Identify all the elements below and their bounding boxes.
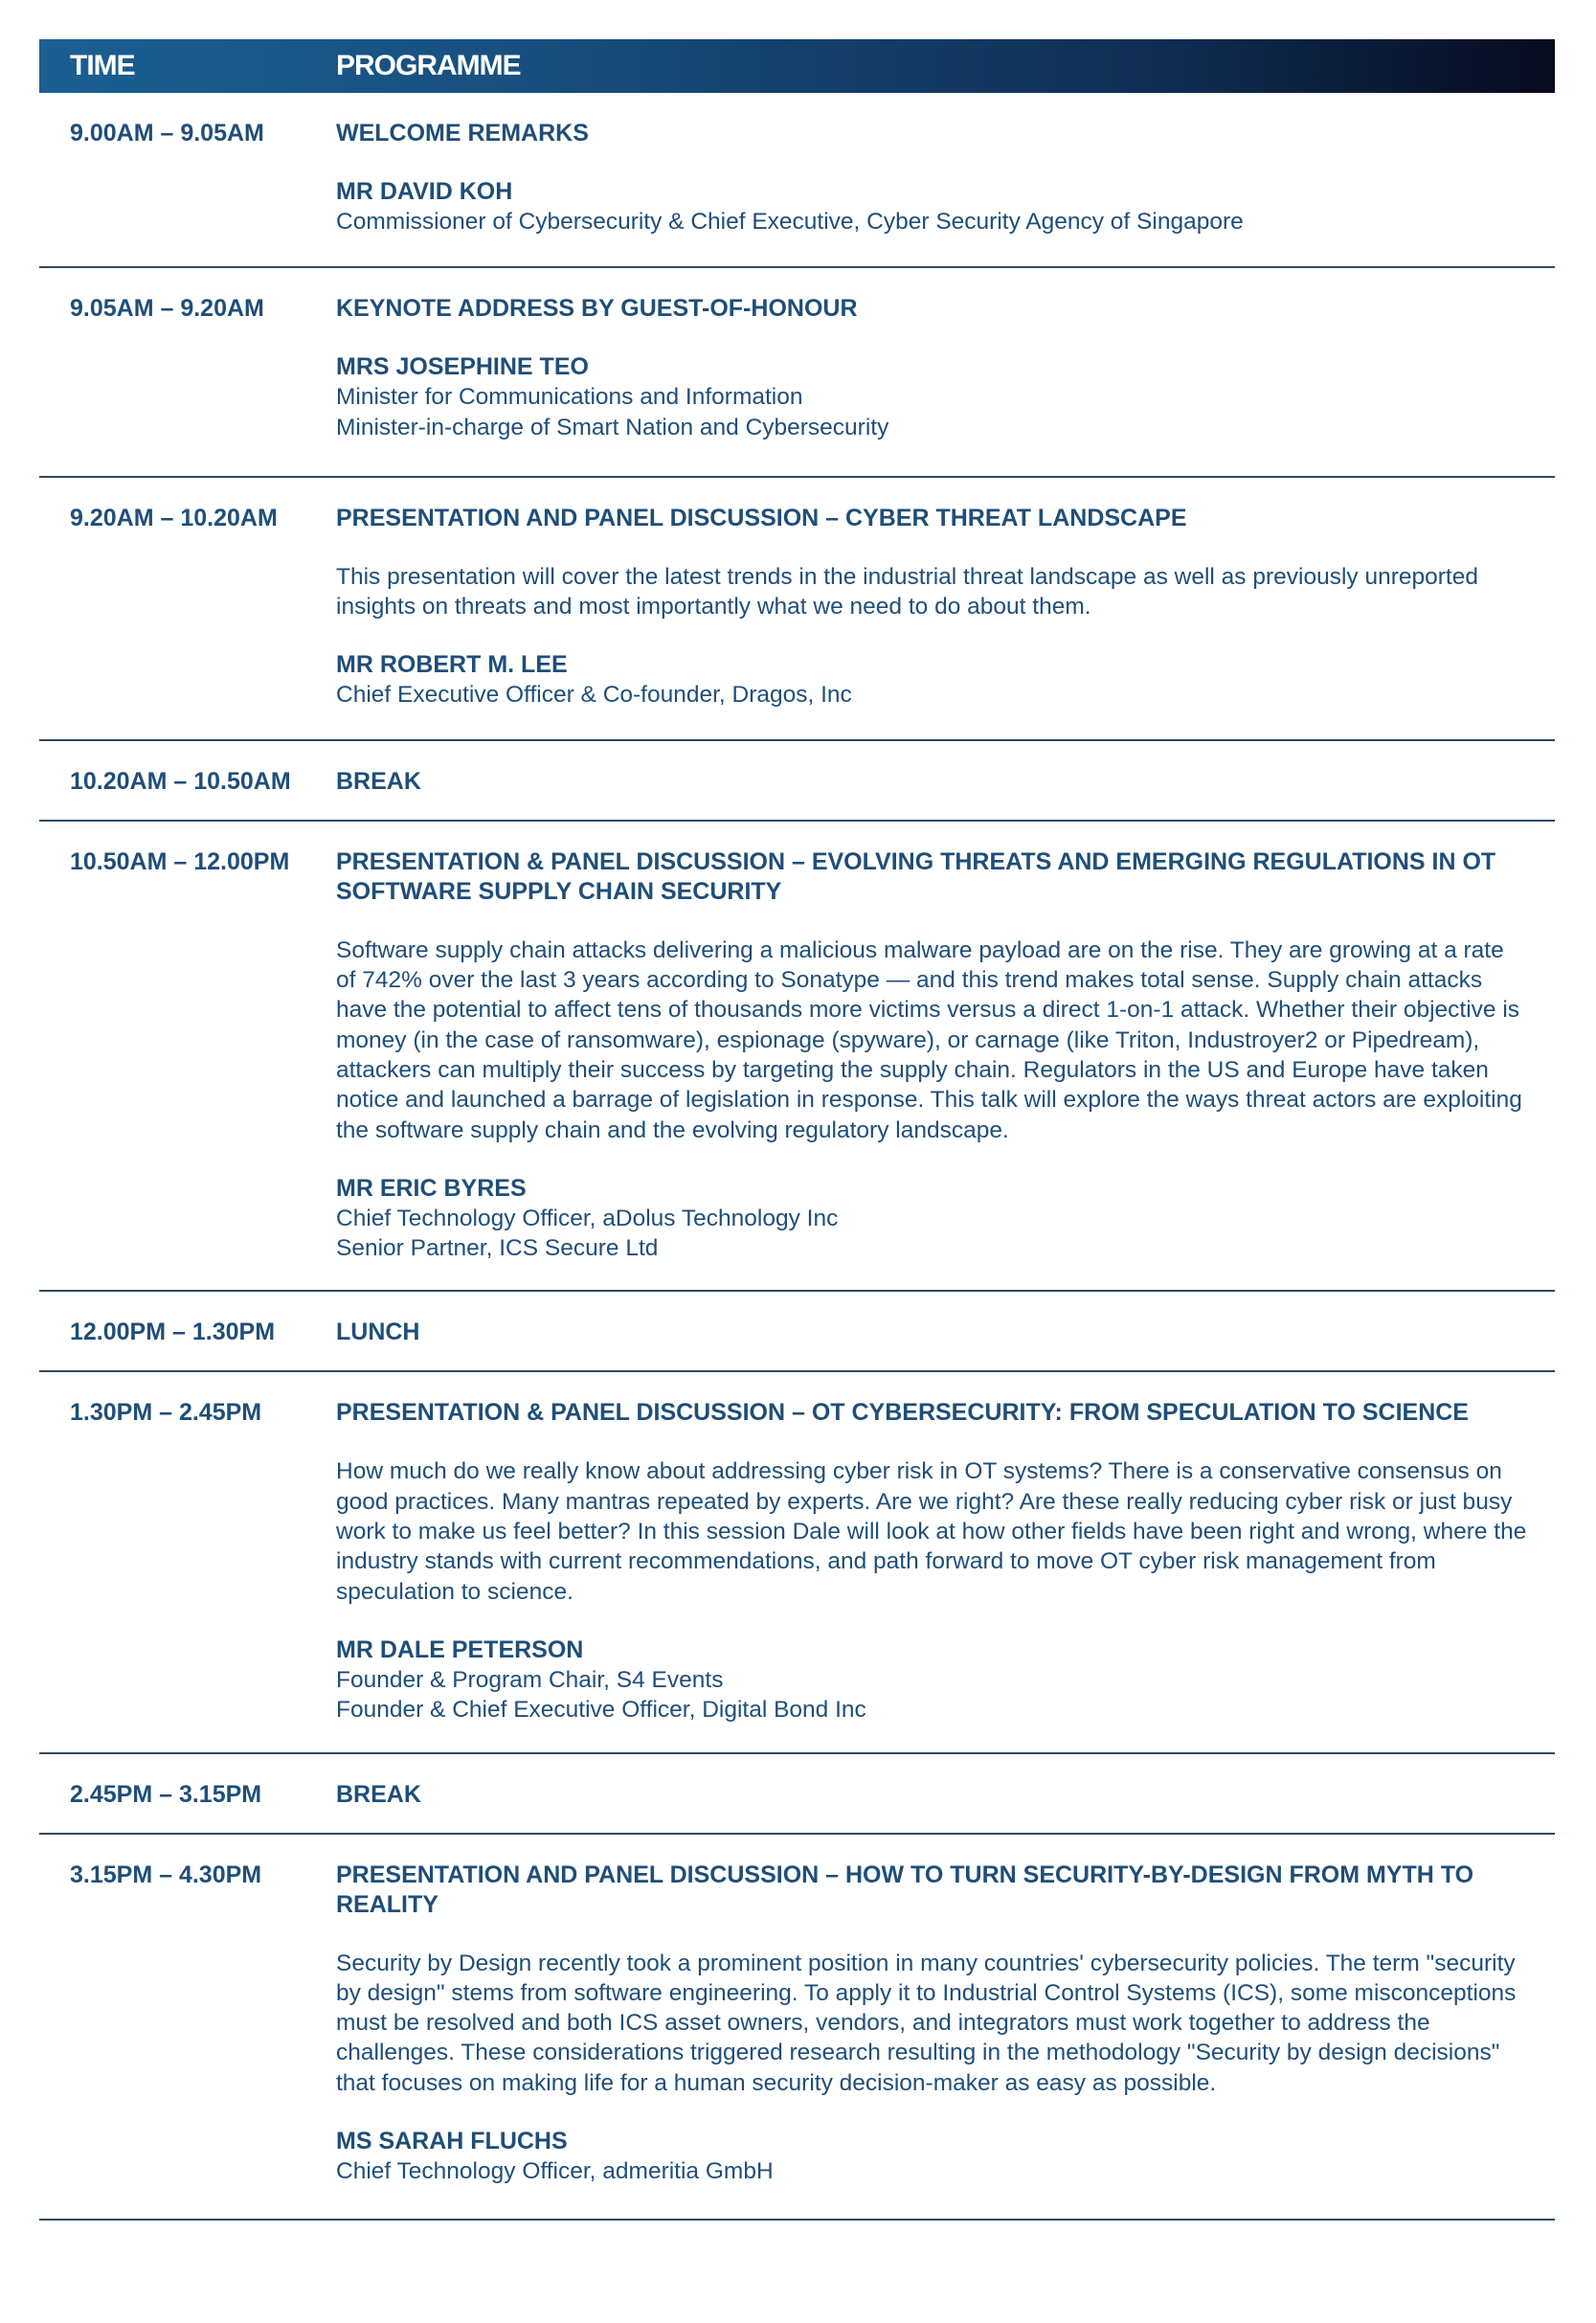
session-time: 1.30PM – 2.45PM bbox=[70, 1399, 262, 1427]
speaker-block bbox=[336, 1174, 1528, 1264]
session-details bbox=[336, 767, 1555, 797]
session-description: How much do we really know about addressing cyber risk in OT systems? There is a conservative consensus on good practices. Many mantras repeated by experts. Are we right? Are these really reducing cyber risk or just busy work to make us feel better? In this session Dale will look at how other fields have been right and wrong, where the industry stands with current recommendations, and path forward to move OT cyber risk management from speculation to science. bbox=[336, 1458, 1527, 1605]
speaker-name: MS SARAH FLUCHS bbox=[336, 2128, 568, 2155]
speaker-name: MR ROBERT M. LEE bbox=[336, 651, 568, 679]
speaker-name: MRS JOSEPHINE TEO bbox=[336, 353, 589, 381]
session-title: PRESENTATION AND PANEL DISCUSSION – CYBER THREAT LANDSCAPE bbox=[336, 504, 1187, 531]
table-row bbox=[39, 478, 1555, 741]
table-row bbox=[39, 822, 1555, 1293]
table-row bbox=[39, 1754, 1555, 1835]
speaker-name: MR ERIC BYRES bbox=[336, 1174, 527, 1202]
speaker-role: Founder & Chief Executive Officer, Digital Bond Inc bbox=[336, 1697, 866, 1724]
programme-table bbox=[39, 39, 1555, 2221]
programme-rows bbox=[39, 93, 1555, 2221]
speaker-role: Chief Executive Officer & Co-founder, Dragos, Inc bbox=[336, 682, 852, 709]
session-details bbox=[336, 294, 1555, 442]
time-column-header: TIME bbox=[70, 50, 135, 81]
session-title: KEYNOTE ADDRESS BY GUEST-OF-HONOUR bbox=[336, 295, 858, 323]
speaker-role: Chief Technology Officer, admeritia GmbH bbox=[336, 2158, 774, 2185]
programme-column-header: PROGRAMME bbox=[336, 50, 521, 81]
speaker-name: MR DAVID KOH bbox=[336, 178, 513, 205]
session-title: BREAK bbox=[336, 767, 421, 795]
table-row bbox=[39, 1372, 1555, 1753]
session-title: PRESENTATION AND PANEL DISCUSSION – HOW TO TURN SECURITY-BY-DESIGN FROM MYTH TO REALITY bbox=[336, 1861, 1474, 1918]
session-title: PRESENTATION & PANEL DISCUSSION – OT CYBERSECURITY: FROM SPECULATION TO SCIENCE bbox=[336, 1399, 1469, 1427]
session-details bbox=[336, 1780, 1555, 1810]
speaker-role: Minister-in-charge of Smart Nation and Cybersecurity bbox=[336, 414, 889, 440]
session-time: 9.00AM – 9.05AM bbox=[70, 120, 264, 147]
session-details bbox=[336, 1318, 1555, 1347]
speaker-block bbox=[336, 352, 1528, 442]
session-details bbox=[336, 504, 1555, 710]
session-time: 2.45PM – 3.15PM bbox=[70, 1780, 262, 1808]
session-details bbox=[336, 847, 1555, 1264]
table-row bbox=[39, 1835, 1555, 2222]
table-header bbox=[39, 39, 1555, 93]
speaker-role: Minister for Communications and Information bbox=[336, 384, 803, 411]
table-row bbox=[39, 268, 1555, 478]
speaker-block bbox=[336, 650, 1528, 710]
session-title: BREAK bbox=[336, 1780, 421, 1808]
session-description: This presentation will cover the latest trends in the industrial threat landscape as well as previously unreported insights on threats and most importantly what we need to do about them. bbox=[336, 563, 1478, 620]
session-time: 9.20AM – 10.20AM bbox=[70, 504, 278, 531]
session-details bbox=[336, 1861, 1555, 2187]
table-row bbox=[39, 93, 1555, 268]
speaker-role: Senior Partner, ICS Secure Ltd bbox=[336, 1235, 659, 1262]
session-time: 3.15PM – 4.30PM bbox=[70, 1861, 262, 1888]
session-description: Software supply chain attacks delivering a malicious malware payload are on the rise. They are growing at a rate of 742% over the last 3 years according to Sonatype — and this trend makes total sense. Supply chain attacks have the potential to affect tens of thousands more victims versus a direct 1-on-1 attack. Whether their objective is money (in the case of ransomware), espionage (spyware), or carnage (like Triton, Industroyer2 or Pipedream), attackers can multiply their success by targeting the supply chain. Regulators in the US and Europe have taken notice and launched a barrage of legislation in response. This talk will explore the ways threat actors are exploiting the software supply chain and the evolving regulatory landscape. bbox=[336, 936, 1522, 1143]
speaker-name: MR DALE PETERSON bbox=[336, 1635, 584, 1663]
session-time: 10.20AM – 10.50AM bbox=[70, 767, 291, 795]
session-details bbox=[336, 119, 1555, 237]
speaker-block bbox=[336, 2127, 1528, 2186]
session-title: LUNCH bbox=[336, 1319, 420, 1346]
speaker-role: Founder & Program Chair, S4 Events bbox=[336, 1666, 724, 1693]
session-time: 10.50AM – 12.00PM bbox=[70, 847, 290, 875]
session-title: WELCOME REMARKS bbox=[336, 120, 589, 147]
table-row bbox=[39, 741, 1555, 822]
speaker-role: Chief Technology Officer, aDolus Technology Inc bbox=[336, 1205, 839, 1231]
session-title: PRESENTATION & PANEL DISCUSSION – EVOLVING THREATS AND EMERGING REGULATIONS IN OT SOFTWARE SUPPLY CHAIN SECURITY bbox=[336, 847, 1496, 905]
speaker-block bbox=[336, 1635, 1528, 1725]
session-details bbox=[336, 1398, 1555, 1725]
speaker-block bbox=[336, 177, 1528, 237]
session-time: 12.00PM – 1.30PM bbox=[70, 1319, 276, 1346]
session-description: Security by Design recently took a prominent position in many countries' cybersecurity policies. The term "security by design" stems from software engineering. To apply it to Industrial Control Systems (ICS), some misconceptions must be resolved and both ICS asset owners, vendors, and integrators must work together to address the challenges. These considerations triggered research resulting in the methodology "Security by design decisions" that focuses on making life for a human security decision-maker as easy as possible. bbox=[336, 1950, 1517, 2096]
table-row bbox=[39, 1292, 1555, 1372]
speaker-role: Commissioner of Cybersecurity & Chief Executive, Cyber Security Agency of Singapore bbox=[336, 209, 1244, 235]
session-time: 9.05AM – 9.20AM bbox=[70, 295, 264, 323]
